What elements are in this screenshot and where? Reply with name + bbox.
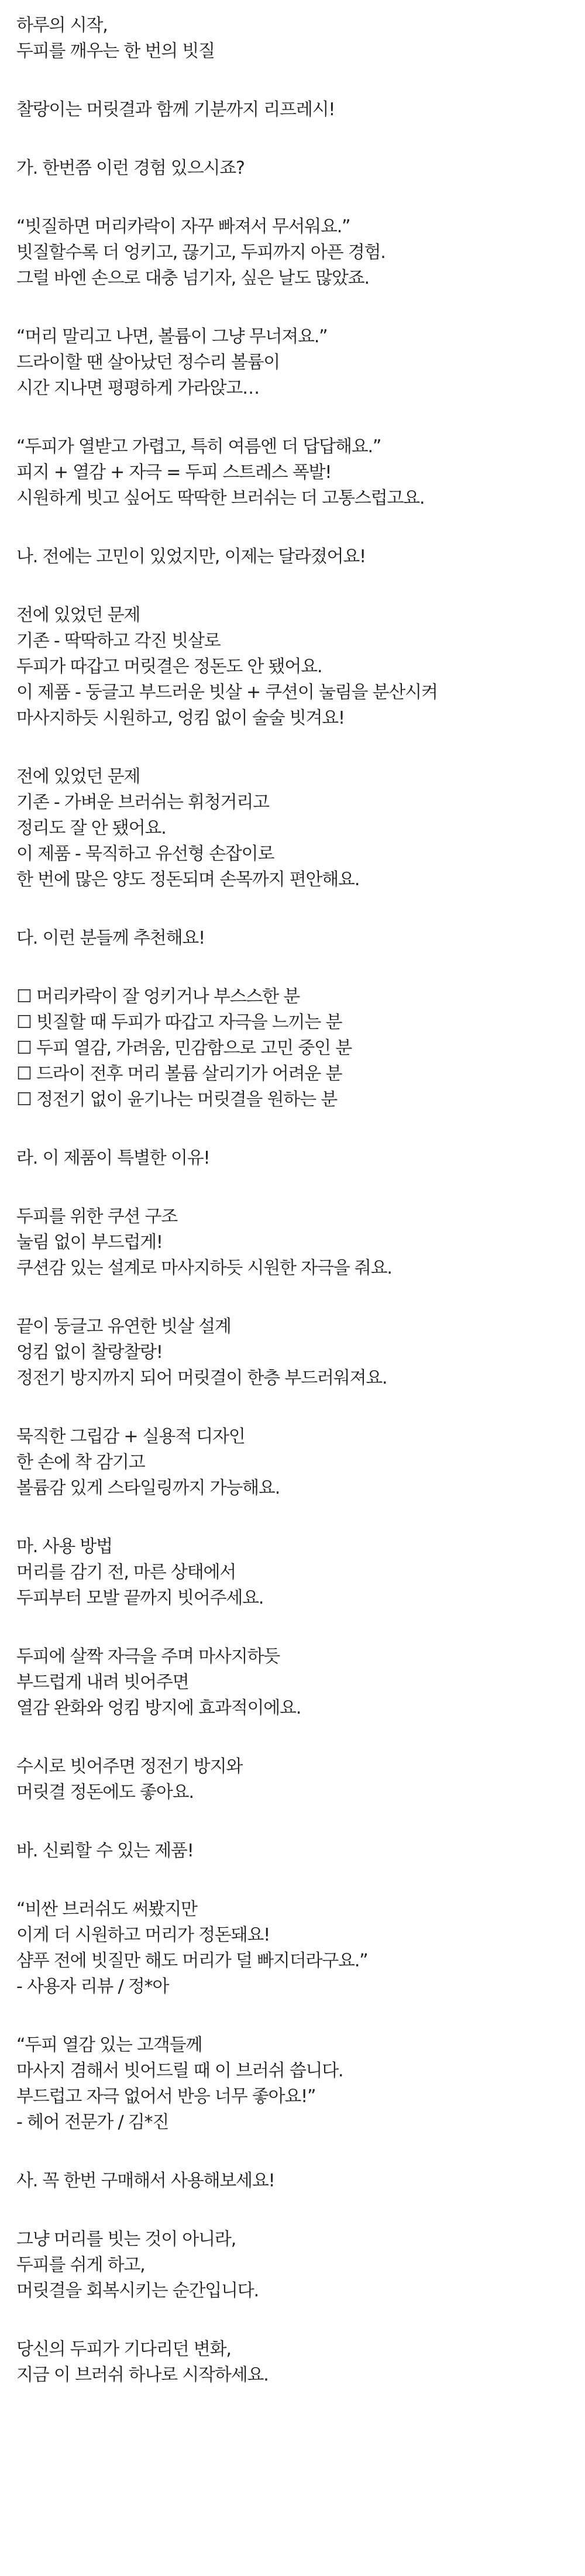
text-line: 이 제품 - 묵직하고 유선형 손잡이로	[16, 844, 274, 864]
text-line: 마사지하듯 시원하고, 엉킴 없이 술술 빗겨요!	[16, 708, 345, 728]
text-line: 두피가 따갑고 머릿결은 정돈도 안 됐어요.	[16, 656, 322, 677]
paragraph-block	[16, 2032, 569, 2135]
paragraph-block	[16, 1314, 569, 1391]
text-line: ☐ 빗질할 때 두피가 따갑고 자극을 느끼는 분	[16, 1012, 342, 1033]
paragraph-block	[16, 2168, 569, 2194]
text-line: 기존 - 딱딱하고 각진 빗살로	[16, 631, 221, 651]
paragraph-block	[16, 2227, 569, 2304]
text-line: 마사지 겸해서 빗어드릴 때 이 브러쉬 씁니다.	[16, 2061, 343, 2081]
text-line: ☐ 드라이 전후 머리 볼륨 살리기가 어려운 분	[16, 1064, 342, 1084]
paragraph-block	[16, 984, 569, 1113]
text-line: 열감 완화와 엉킴 방지에 효과적이에요.	[16, 1698, 301, 1718]
text-line: 전에 있었던 문제	[16, 766, 140, 787]
text-line: 볼륨감 있게 스타일링까지 가능해요.	[16, 1478, 280, 1498]
text-line: 수시로 빗어주면 정전기 방지와	[16, 1756, 243, 1777]
text-line: 두피에 살짝 자극을 주며 마사지하듯	[16, 1646, 280, 1667]
text-line: 다. 이런 분들께 추천해요!	[16, 928, 205, 948]
text-line: 사. 꼭 한번 구매해서 사용해보세요!	[16, 2171, 275, 2191]
text-line: 부드럽게 내려 빗어주면	[16, 1672, 189, 1693]
text-line: 머리를 감기 전, 마른 상태에서	[16, 1562, 236, 1583]
text-line: 끝이 둥글고 유연한 빗살 설계	[16, 1316, 231, 1337]
text-line: 샴푸 전에 빗질만 해도 머리가 덜 빠지더라구요.”	[16, 1951, 368, 1971]
paragraph-block	[16, 97, 569, 123]
text-line: 두피를 쉬게 하고,	[16, 2255, 145, 2275]
text-line: 지금 이 브러쉬 하나로 시작하세요.	[16, 2365, 269, 2385]
text-line: 머릿결 정돈에도 좋아요.	[16, 1782, 194, 1803]
text-line: 그럴 바엔 손으로 대충 넘기자, 싶은 날도 많았죠.	[16, 268, 369, 288]
paragraph-block	[16, 214, 569, 291]
text-line: 시원하게 빗고 싶어도 딱딱한 브러쉬는 더 고통스럽고요.	[16, 488, 425, 508]
text-line: 한 번에 많은 양도 정돈되며 손목까지 편안해요.	[16, 869, 360, 890]
text-line: 전에 있었던 문제	[16, 605, 140, 625]
paragraph-block	[16, 1146, 569, 1171]
text-line: 마. 사용 방법	[16, 1536, 112, 1557]
paragraph-block	[16, 13, 569, 64]
paragraph-block	[16, 434, 569, 511]
text-line: 이 제품 - 둥글고 부드러운 빗살 + 쿠션이 눌림을 분산시켜	[16, 682, 438, 703]
text-line: 시간 지나면 평평하게 가라앉고…	[16, 378, 259, 398]
text-line: 눌림 없이 부드럽게!	[16, 1232, 163, 1253]
paragraph-block	[16, 1204, 569, 1281]
paragraph-block	[16, 1644, 569, 1721]
text-line: “머리 말리고 나면, 볼륨이 그냥 무너져요.”	[16, 326, 328, 347]
paragraph-block	[16, 603, 569, 731]
paragraph-block	[16, 764, 569, 893]
text-line: - 사용자 리뷰 / 정*아	[16, 1976, 169, 1997]
text-line: 두피부터 모발 끝까지 빗어주세요.	[16, 1588, 264, 1608]
text-line: 라. 이 제품이 특별한 이유!	[16, 1148, 210, 1168]
text-line: 이게 더 시원하고 머리가 정돈돼요!	[16, 1925, 270, 1945]
paragraph-block	[16, 1424, 569, 1501]
text-line: 기존 - 가벼운 브러쉬는 휘청거리고	[16, 792, 269, 813]
text-line: 하루의 시작,	[16, 15, 108, 36]
text-line: 당신의 두피가 기다리던 변화,	[16, 2339, 231, 2360]
text-line: 빗질할수록 더 엉키고, 끊기고, 두피까지 아픈 경험.	[16, 242, 386, 263]
text-line: 쿠션감 있는 설계로 마사지하듯 시원한 자극을 줘요.	[16, 1258, 392, 1278]
paragraph-block	[16, 926, 569, 951]
paragraph-block	[16, 324, 569, 401]
text-line: “두피 열감 있는 고객들께	[16, 2035, 202, 2055]
text-line: 묵직한 그립감 + 실용적 디자인	[16, 1426, 245, 1447]
text-line: - 헤어 전문가 / 김*진	[16, 2112, 169, 2133]
text-line: ☐ 머리카락이 잘 엉키거나 부스스한 분	[16, 986, 300, 1007]
paragraph-block	[16, 2337, 569, 2388]
text-line: 엉킴 없이 찰랑찰랑!	[16, 1342, 163, 1363]
text-line: “비싼 브러쉬도 써봤지만	[16, 1899, 197, 1920]
paragraph-block	[16, 544, 569, 570]
text-line: 정리도 잘 안 됐어요.	[16, 818, 166, 838]
text-line: 부드럽고 자극 없어서 반응 너무 좋아요!”	[16, 2086, 316, 2107]
text-line: ☐ 정전기 없이 윤기나는 머릿결을 원하는 분	[16, 1089, 337, 1110]
text-line: 한 손에 착 감기고	[16, 1452, 145, 1473]
text-line: 정전기 방지까지 되어 머릿결이 한층 부드러워져요.	[16, 1368, 387, 1388]
text-line: 드라이할 땐 살아났던 정수리 볼륨이	[16, 352, 280, 373]
text-line: 바. 신뢰할 수 있는 제품!	[16, 1841, 194, 1861]
text-line: ☐ 두피 열감, 가려움, 민감함으로 고민 중인 분	[16, 1038, 352, 1058]
text-line: 그냥 머리를 빗는 것이 아니라,	[16, 2229, 236, 2250]
paragraph-block	[16, 1897, 569, 2000]
text-line: 찰랑이는 머릿결과 함께 기분까지 리프레시!	[16, 99, 335, 120]
text-line: 두피를 깨우는 한 번의 빗질	[16, 41, 215, 61]
paragraph-block	[16, 1838, 569, 1864]
text-line: 피지 + 열감 + 자극 = 두피 스트레스 폭발!	[16, 462, 332, 483]
text-line: 가. 한번쯤 이런 경험 있으시죠?	[16, 158, 245, 178]
text-line: 두피를 위한 쿠션 구조	[16, 1206, 178, 1227]
text-line: 머릿결을 회복시키는 순간입니다.	[16, 2281, 259, 2301]
paragraph-block	[16, 1754, 569, 1805]
text-line: “두피가 열받고 가렵고, 특히 여름엔 더 답답해요.”	[16, 436, 381, 457]
text-line: “빗질하면 머리카락이 자꾸 빠져서 무서워요.”	[16, 216, 350, 237]
paragraph-block	[16, 156, 569, 181]
text-line: 나. 전에는 고민이 있었지만, 이제는 달라졌어요!	[16, 546, 366, 567]
paragraph-block	[16, 1534, 569, 1611]
